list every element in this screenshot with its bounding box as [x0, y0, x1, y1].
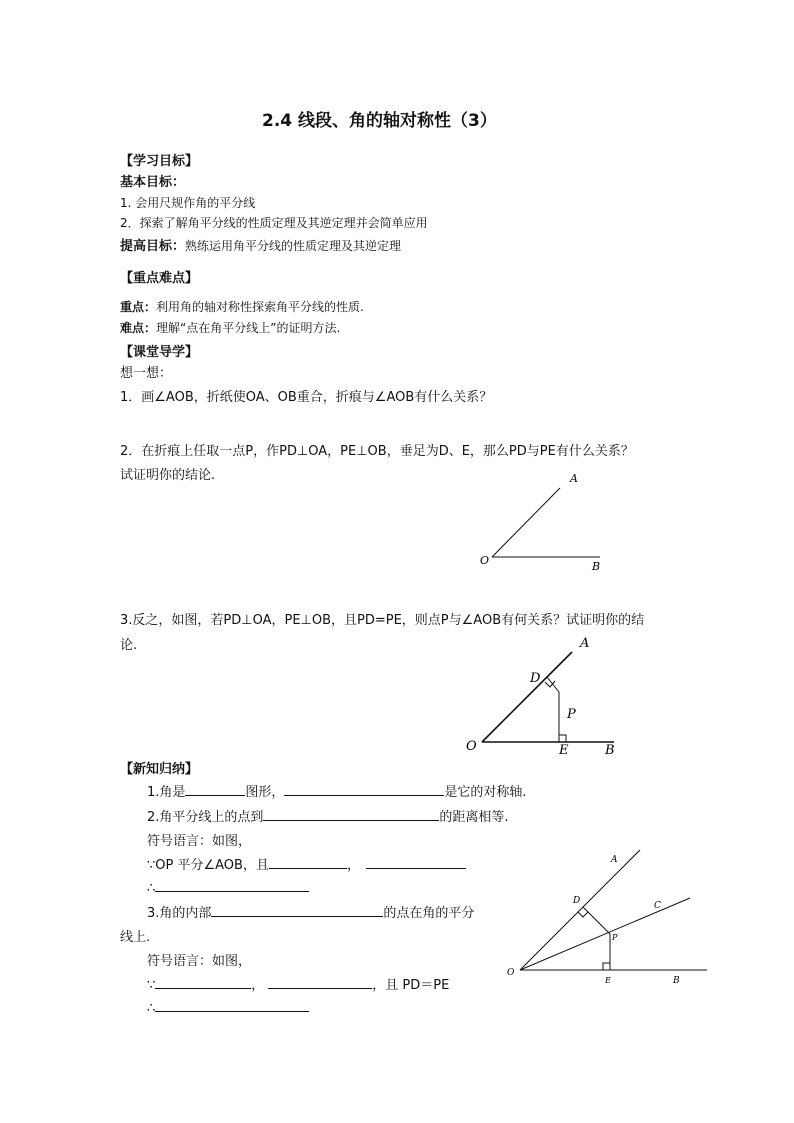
fig2-label-o: O [466, 739, 477, 754]
focus-text: 利用角的轴对称性探索角平分线的性质. [156, 300, 364, 314]
goal-item-1: 1. 会用尺规作角的平分线 [120, 196, 256, 210]
summary-3 [147, 902, 474, 921]
question-2-line2: 试证明你的结论. [120, 468, 216, 483]
blank-5[interactable] [366, 855, 466, 869]
difficulty-label: 难点： [120, 321, 157, 335]
because-line-2 [147, 974, 449, 993]
because-2-a: ∵ [147, 978, 156, 993]
symbol-language-1: 符号语言：如图， [147, 834, 252, 849]
question-3-line1: 3.反之，如图，若PD⊥OA，PE⊥OB，且PD=PE，则点P与∠AOB有何关系？试证明你的结 [120, 613, 645, 628]
therefore-line-1 [147, 878, 309, 896]
fig2-label-p: P [567, 707, 576, 722]
blank-3[interactable] [263, 807, 439, 821]
therefore-line-2 [147, 998, 309, 1016]
advanced-goal-text: 熟练运用角平分线的性质定理及其逆定理 [185, 239, 402, 253]
fig1-label-o: O [480, 554, 490, 567]
blank-8[interactable] [155, 975, 251, 989]
blank-10[interactable] [155, 998, 309, 1012]
fig3-label-b: B [673, 976, 680, 986]
summary-1-a: 1.角是 [147, 785, 186, 800]
figure-2-bisector [460, 630, 630, 760]
summary-3-cont: 线上. [120, 930, 151, 945]
key-header: 【重点难点】 [120, 271, 199, 286]
therefore-1: ∴ [147, 881, 156, 896]
therefore-2: ∴ [147, 1001, 156, 1016]
symbol-language-2: 符号语言：如图， [147, 954, 252, 969]
blank-7[interactable] [211, 903, 383, 917]
figure-3-bisector [500, 840, 715, 990]
blank-9[interactable] [268, 975, 372, 989]
summary-3-b: 的点在角的平分 [383, 906, 475, 921]
question-2-line1: 2．在折痕上任取一点P，作PD⊥OA，PE⊥OB，垂足为D、E，那么PD与PE有什么关系？ [120, 444, 634, 459]
think-label: 想一想： [120, 366, 173, 381]
blank-1[interactable] [185, 782, 245, 796]
page-title: 2.4 线段、角的轴对称性（3） [262, 111, 497, 131]
fig3-label-d: D [573, 896, 581, 906]
summary-1-b: 图形， [245, 785, 285, 800]
because-2-c: ，且 PD＝PE [372, 978, 450, 993]
fig2-label-a: A [580, 636, 590, 651]
summary-3-a: 3.角的内部 [147, 906, 212, 921]
figure-1-angle [470, 466, 620, 576]
advanced-goal-label: 提高目标： [120, 239, 186, 254]
goals-header: 【学习目标】 [120, 154, 199, 169]
fig2-label-e: E [559, 743, 569, 758]
blank-6[interactable] [155, 878, 309, 892]
because-2-b: ， [251, 978, 265, 993]
summary-2 [147, 806, 509, 825]
fig1-label-a: A [570, 472, 578, 485]
basic-goal-label: 基本目标： [120, 175, 186, 190]
blank-4[interactable] [269, 855, 347, 869]
summary-2-a: 2.角平分线上的点到 [147, 810, 264, 825]
blank-2[interactable] [284, 782, 444, 796]
fig3-label-a: A [611, 855, 618, 865]
difficulty-line [120, 319, 340, 336]
focus-line [120, 298, 364, 315]
guide-header: 【课堂导学】 [120, 345, 199, 360]
fig2-label-b: B [605, 743, 615, 758]
fig3-label-c: C [654, 901, 661, 911]
focus-label: 重点： [120, 300, 157, 314]
question-1: 1．画∠AOB，折纸使OA、OB重合，折痕与∠AOB有什么关系？ [120, 390, 493, 405]
summary-1-c: 是它的对称轴. [444, 785, 527, 800]
because-line-1 [147, 854, 466, 873]
fig3-label-p: P [612, 933, 618, 942]
goal-item-2: 2．探索了解角平分线的性质定理及其逆定理并会简单应用 [120, 216, 428, 230]
fig1-label-b: B [592, 560, 601, 573]
fig3-label-e: E [605, 976, 611, 985]
because-1-a: ∵OP 平分∠AOB，且 [147, 858, 269, 873]
question-3-line2: 论. [120, 638, 138, 653]
summary-1 [147, 781, 527, 800]
fig2-label-d: D [530, 671, 541, 686]
because-1-b: ， [346, 858, 360, 873]
fig3-label-o: O [507, 968, 515, 978]
summary-header: 【新知归纳】 [120, 762, 199, 777]
advanced-goal [120, 235, 401, 254]
summary-2-b: 的距离相等. [439, 810, 509, 825]
difficulty-text: 理解“点在角平分线上”的证明方法. [156, 321, 341, 335]
